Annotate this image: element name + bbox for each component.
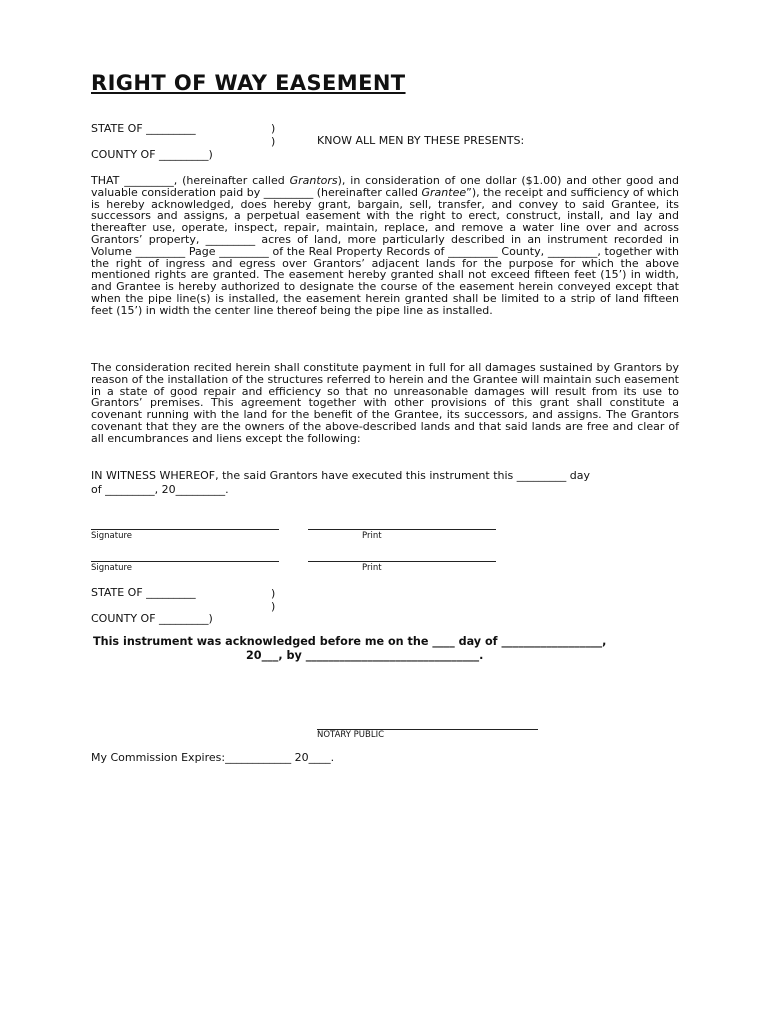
- acknowledgment-line-2: 20___, by _______________________________.: [246, 649, 484, 662]
- signature-label: Signature: [91, 563, 133, 573]
- signature-label: Signature: [91, 531, 133, 541]
- state-of-line: STATE OF _________: [91, 122, 196, 135]
- know-all-men-heading: KNOW ALL MEN BY THESE PRESENTS:: [317, 134, 525, 147]
- witness-line-1: IN WITNESS WHEREOF, the said Grantors have executed this instrument this _________ day: [91, 469, 591, 482]
- print-label: Print: [362, 563, 382, 573]
- acknowledgment-line-1: This instrument was acknowledged before me on the ____ day of __________________,: [93, 635, 607, 648]
- venue-paren: ): [271, 600, 276, 613]
- print-line: [308, 529, 496, 530]
- print-label: Print: [362, 531, 382, 541]
- county-of-line: COUNTY OF _________): [91, 612, 213, 625]
- venue-paren: ): [271, 587, 276, 600]
- grantors-term: Grantors: [289, 174, 338, 187]
- venue-paren: ): [271, 135, 276, 148]
- state-of-line: STATE OF _________: [91, 586, 196, 599]
- venue-paren: ): [271, 122, 276, 135]
- consideration-paragraph: The consideration recited herein shall constitute payment in full for all damages sustained by Grantors by reason of the installation of the structures referred to herein and the Grantee will maintain such easement in a state of good repair and efficiency so that no unreasonable damages will result from its use to Grantors’ premises. This agreement together with other provisions of this grant shall constitute a covenant running with the land for the benefit of the Grantee, its successors, and assigns. The Grantors covenant that they are the owners of the above-described lands and that said lands are free and clear of all encumbrances and liens except the following:: [91, 361, 679, 445]
- grant-text-part: ”), the receipt and sufficiency of which is hereby acknowledged, does hereby grant, bargain, sell, transfer, and convey to said Grantee, its successors and assigns, a perpetual easement with the right to erect, construct, install, and lay and thereafter use, operate, inspect, repair, maintain, replace, and remove a water line over and across Grantors’ property, _________ acres of land, more particularly described in an instrument recorded in Volume _________ Page _________ of the Real Property Records of _________ County, _________, together with the right of ingress and egress over Grantors’ adjacent lands for the purpose for which the above mentioned rights are granted. The easement hereby granted shall not exceed fifteen feet (15’) in width, and Grantee is hereby authorized to designate the course of the easement herein conveyed except that when the pipe line(s) is installed, the easement herein granted shall be limited to a strip of land fifteen feet (15’) in width the center line thereof being the pipe line as installed.: [91, 185, 679, 317]
- grant-paragraph: [91, 175, 679, 317]
- notary-public-label: NOTARY PUBLIC: [317, 730, 385, 740]
- grantee-term: Grantee: [421, 185, 467, 199]
- grant-text-part: THAT _________, (hereinafter called: [91, 174, 290, 187]
- document-title: RIGHT OF WAY EASEMENT: [91, 71, 406, 95]
- signature-line: [91, 529, 279, 530]
- signature-line: [91, 561, 279, 562]
- print-line: [308, 561, 496, 562]
- county-of-line: COUNTY OF _________): [91, 148, 213, 161]
- commission-expires-line: My Commission Expires:____________ 20____.: [91, 751, 335, 764]
- witness-line-2: of _________, 20_________.: [91, 483, 229, 496]
- grant-text-part: ), in consideration of one dollar ($1.00) and other good and valuable consideration paid by _________ (hereinafter called: [91, 174, 679, 199]
